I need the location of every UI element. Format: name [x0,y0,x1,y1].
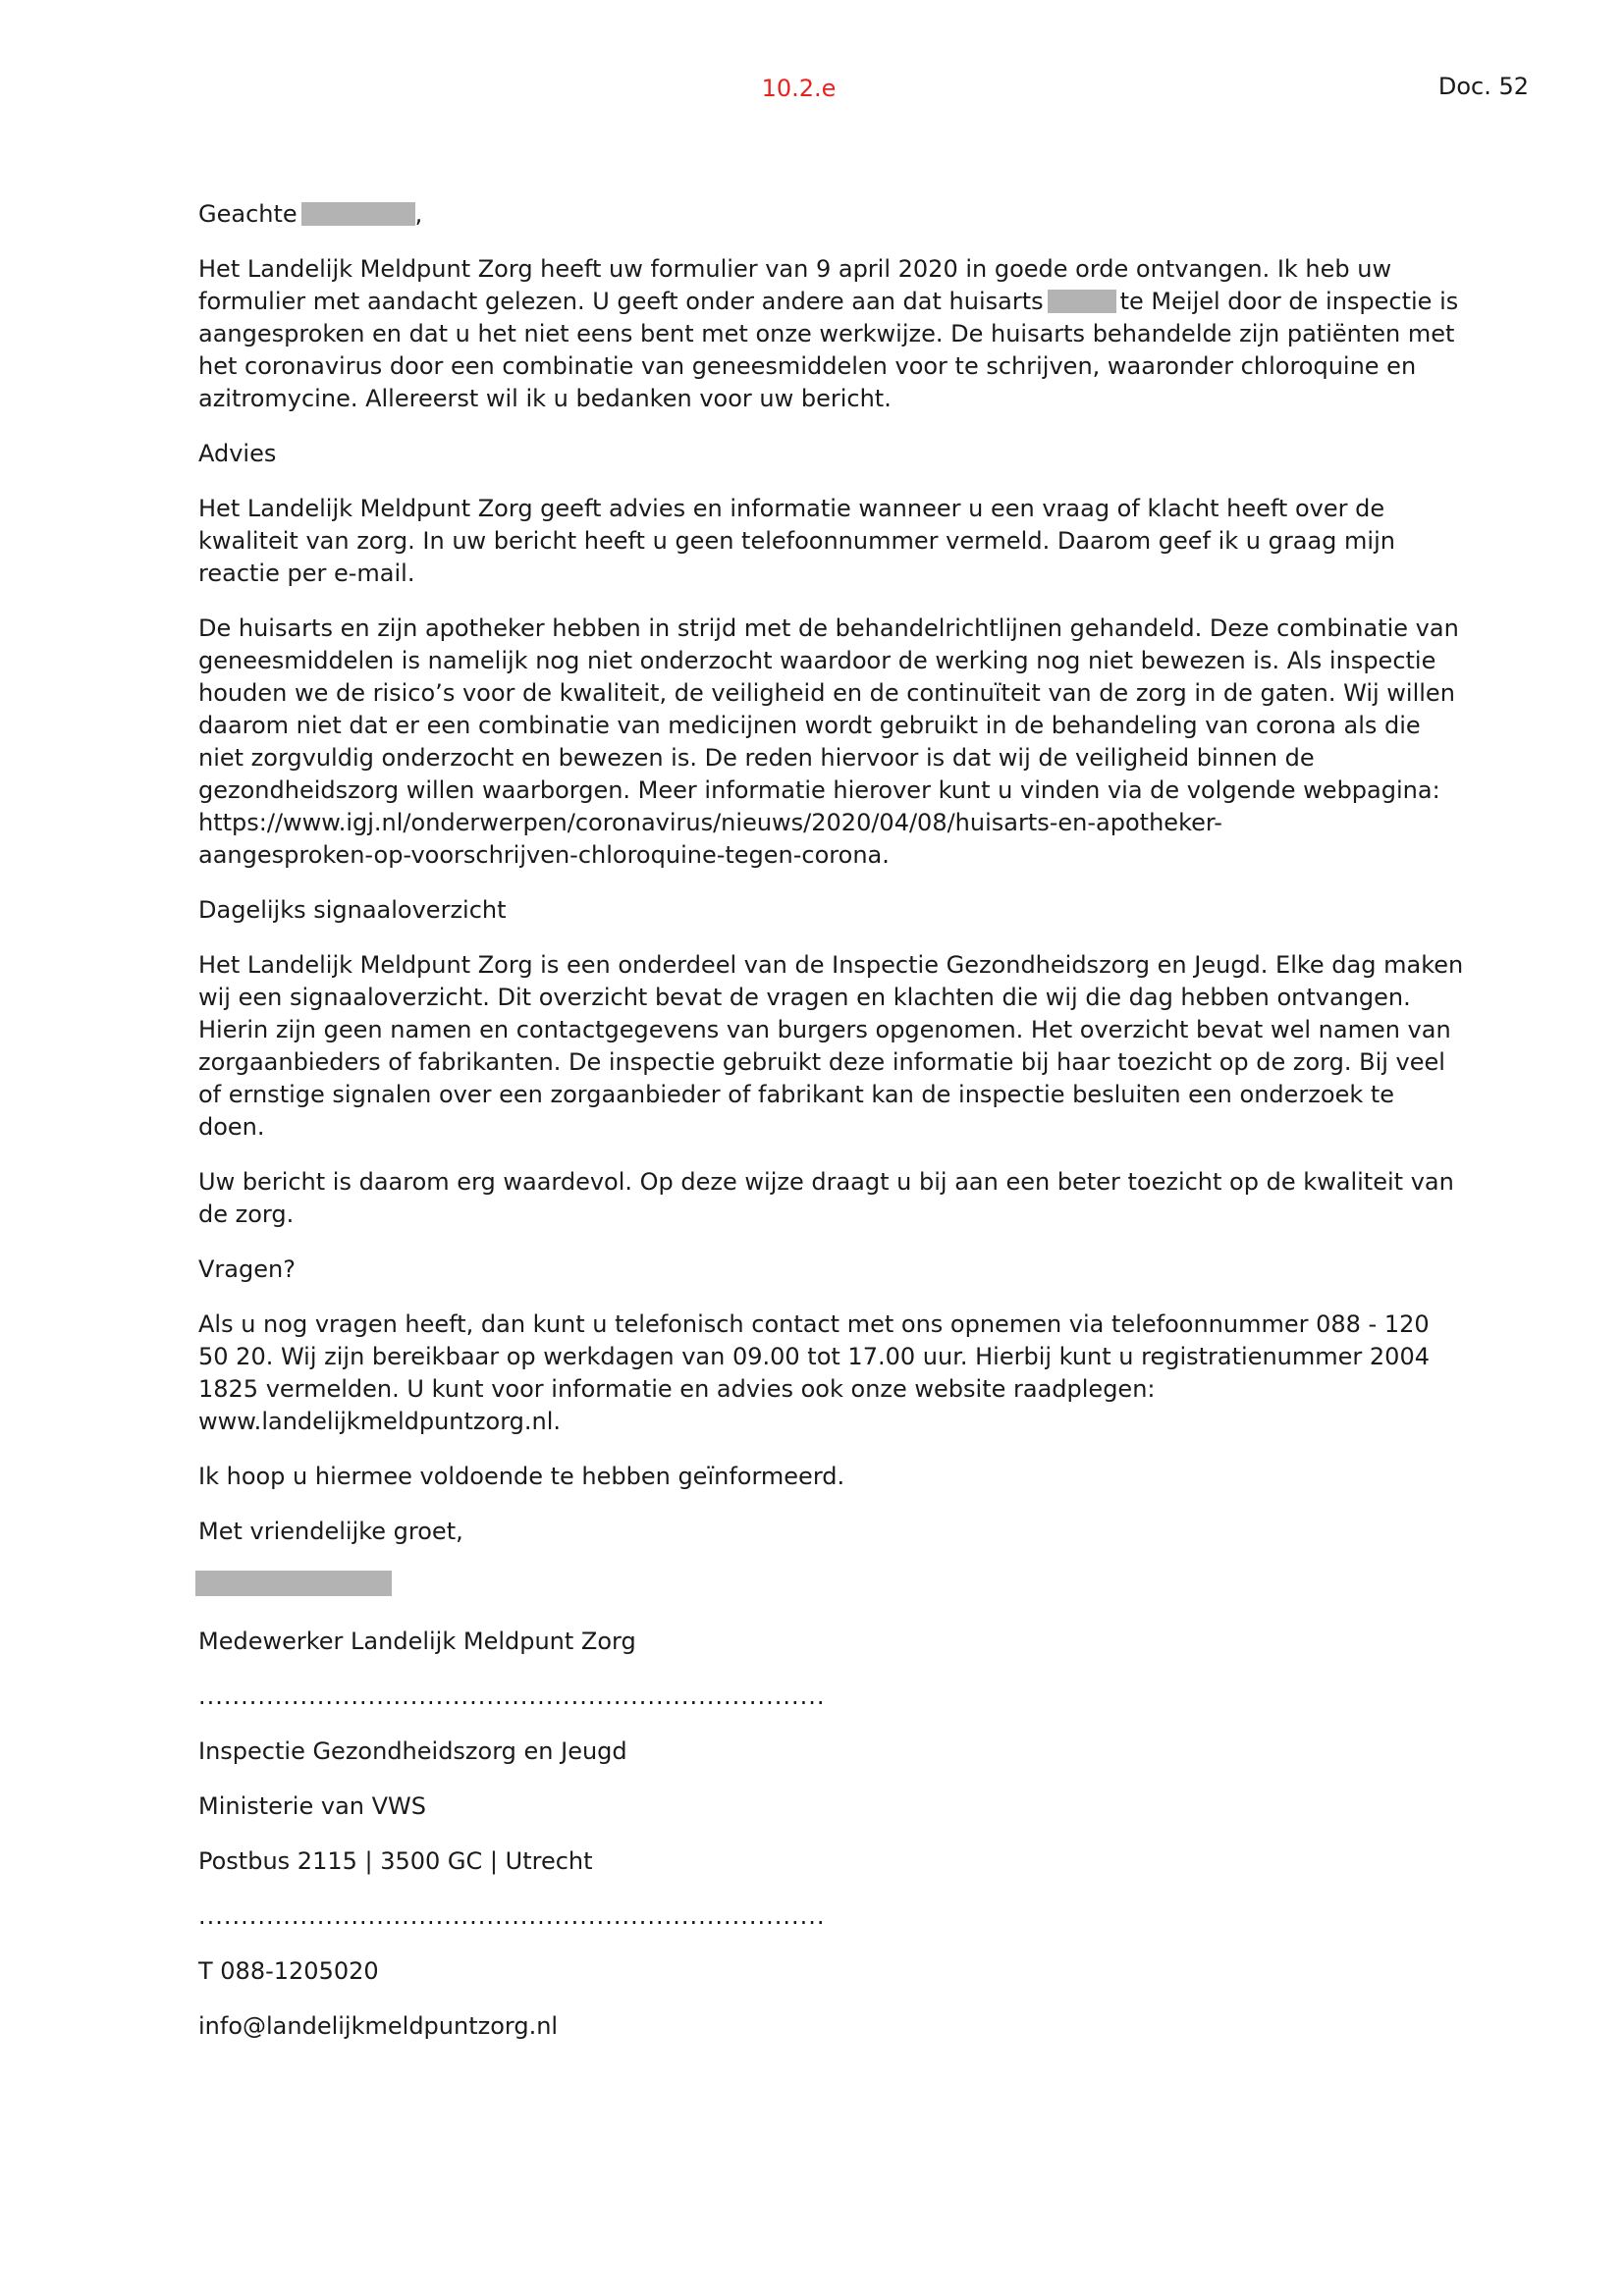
vragen-paragraph: Als u nog vragen heeft, dan kunt u telefonisch contact met ons opnemen via telefoonnummer 088 - 120 50 20. Wij zijn bereikbaar op werkdagen van 09.00 tot 17.00 uur. Hierbij kunt u registratienummer 2004 1825 vermelden. U kunt voor informatie en advies ook onze website raadplegen: www.landelijkmeldpuntzorg.nl. [198,1310,1430,1435]
salutation [198,198,1465,231]
advies-url-line-1: https://www.igj.nl/onderwerpen/coronavirus/nieuws/2020/04/08/huisarts-en-apotheker- [198,809,1222,836]
advies-paragraph-2 [198,613,1465,872]
phone-number: T 088-1205020 [198,1957,379,1985]
closing-line: Ik hoop u hiermee voldoende te hebben geïnformeerd. [198,1463,845,1490]
advies-paragraph-1: Het Landelijk Meldpunt Zorg geeft advies en informatie wanneer u een vraag of klacht heeft over de kwaliteit van zorg. In uw bericht heeft u geen telefoonnummer vermeld. Daarom geef ik u graag mijn reactie per e-mail. [198,495,1395,587]
organization-name: Inspectie Gezondheidszorg en Jeugd [198,1737,627,1765]
letter-body [198,198,1465,2065]
dotted-rule-top: .......................................................................... [198,1682,826,1710]
signaal-paragraph-1: Het Landelijk Meldpunt Zorg is een onderdeel van de Inspectie Gezondheidszorg en Jeugd. Elke dag maken wij een signaaloverzicht. Dit overzicht bevat de vragen en klachten die wij die dag hebben ontvangen. Hierin zijn geen namen en contactgegevens van burgers opgenomen. Het overzicht bevat wel namen van zorgaanbieders of fabrikanten. De inspectie gebruikt deze informatie bij haar toezicht op de zorg. Bij veel of ernstige signalen over een zorgaanbieder of fabrikant kan de inspectie besluiten een onderzoek te doen. [198,951,1464,1141]
redacted-signature [195,1571,392,1596]
signaal-paragraph-2: Uw bericht is daarom erg waardevol. Op deze wijze draagt u bij aan een beter toezicht op de kwaliteit van de zorg. [198,1168,1454,1228]
intro-text-1: Het Landelijk Meldpunt Zorg heeft uw formulier van 9 april 2020 in goede orde ontvangen. Ik heb uw formulier met aandacht gelezen. U geeft onder andere aan dat huisarts [198,255,1392,315]
advies-url-line-2: aangesproken-op-voorschrijven-chloroquine-tegen-corona. [198,841,890,869]
intro-text-2: te Meijel door de inspectie is aangesproken en dat u het niet eens bent met onze werkwijze. De huisarts behandelde zijn patiënten met het coronavirus door een combinatie van geneesmiddelen voor te schrijven, waaronder chloroquine en azitromycine. Allereerst wil ik u bedanken voor uw bericht. [198,288,1459,412]
heading-vragen: Vragen? [198,1255,296,1283]
dotted-rule-bottom: .......................................................................... [198,1902,826,1930]
intro-paragraph [198,253,1465,415]
salutation-comma: , [414,200,423,228]
redacted-doctor-name [1048,290,1116,313]
advies-text: De huisarts en zijn apotheker hebben in strijd met de behandelrichtlijnen gehandeld. Deze combinatie van geneesmiddelen is namelijk nog niet onderzocht waardoor de werking nog niet bewezen is. Als inspectie houden we de risico’s voor de kwaliteit, de veiligheid en de continuïteit van de zorg in de gaten. Wij willen daarom niet dat er een combinatie van medicijnen wordt gebruikt in de behandeling van corona als die niet zorgvuldig onderzocht en bewezen is. De reden hiervoor is dat wij de veiligheid binnen de gezondheidszorg willen waarborgen. Meer informatie hierover kunt u vinden via de volgende webpagina: [198,614,1459,804]
document-number: Doc. 52 [1437,73,1529,100]
heading-signaaloverzicht: Dagelijks signaaloverzicht [198,896,507,924]
email-address: info@landelijkmeldpuntzorg.nl [198,2012,559,2040]
redaction-code: 10.2.e [761,75,837,102]
greeting: Met vriendelijke groet, [198,1518,463,1545]
salutation-text: Geachte [198,200,298,228]
heading-advies: Advies [198,440,277,467]
redacted-name [301,202,415,226]
ministry-name: Ministerie van VWS [198,1792,426,1820]
signature-role: Medewerker Landelijk Meldpunt Zorg [198,1628,636,1655]
postal-address: Postbus 2115 | 3500 GC | Utrecht [198,1847,593,1875]
